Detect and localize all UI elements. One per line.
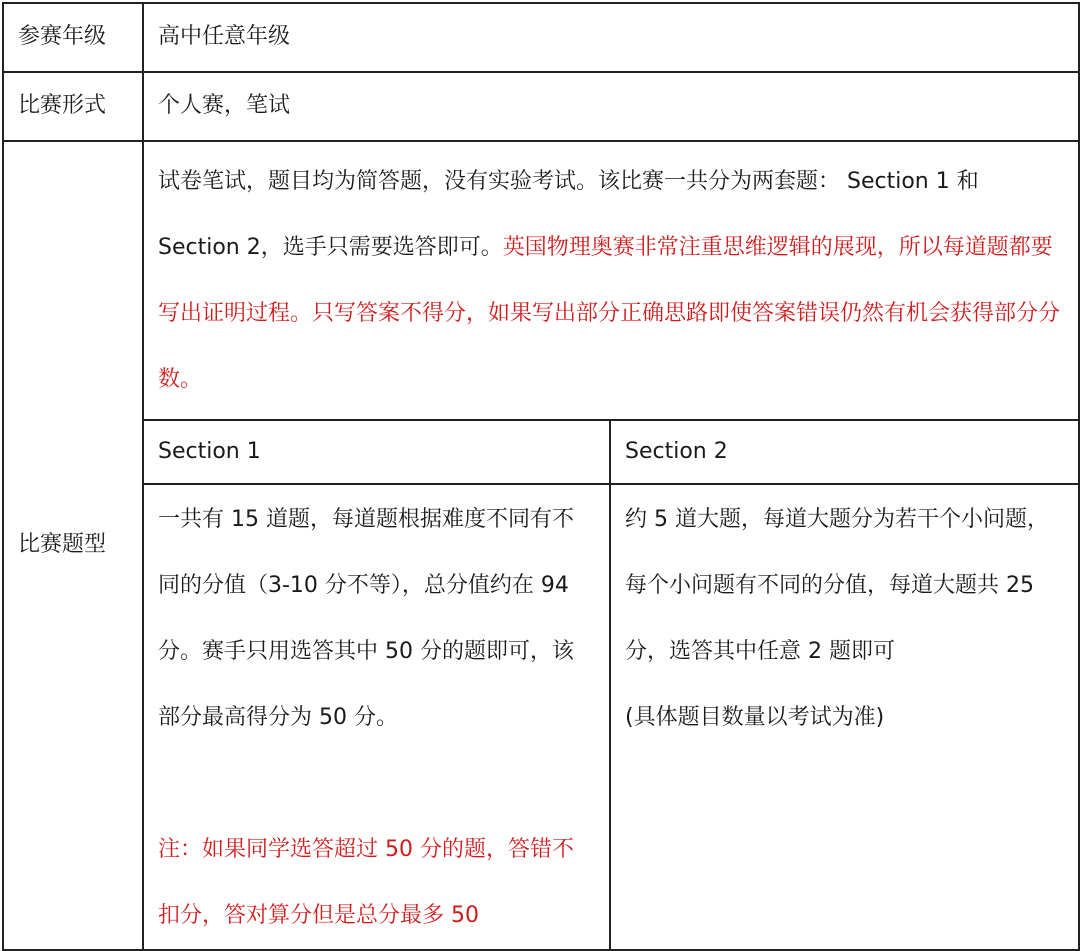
types-description-text: 试卷笔试，题目均为简答题，没有实验考试。该比赛一共分为两套题： Section 1 和 Section 2，选手只需要选答即可。: [158, 169, 979, 260]
section2-title: Section 2: [610, 420, 1079, 484]
section1-body: 一共有 15 道题，每道题根据难度不同有不同的分值（3-10 分不等），总分值约在 94 分。赛手只用选答其中 50 分的题即可，该部分最高得分为 50 分。: [158, 507, 574, 730]
section2-content: [610, 484, 1079, 950]
format-value: 个人赛，笔试: [143, 72, 1079, 141]
competition-info-table: [2, 2, 1080, 951]
section1-spacer: [158, 751, 595, 817]
grade-label: 参赛年级: [3, 3, 143, 72]
section2-note: (具体题目数量以考试为准): [625, 705, 885, 730]
section1-content: [143, 484, 610, 950]
row-grade: [3, 3, 1079, 72]
row-types-description: [3, 141, 1079, 420]
section1-title: Section 1: [143, 420, 610, 484]
types-description-highlight: 英国物理奥赛非常注重思维逻辑的展现，所以每道题都要写出证明过程。只写答案不得分，如果写出部分正确思路即使答案错误仍然有机会获得部分分数。: [158, 235, 1061, 392]
row-section-bodies: [3, 484, 1079, 950]
grade-value: 高中任意年级: [143, 3, 1079, 72]
row-format: [3, 72, 1079, 141]
section1-note: 注：如果同学选答超过 50 分的题，答错不扣分，答对算分但是总分最多 50: [158, 837, 574, 928]
format-label: 比赛形式: [3, 72, 143, 141]
types-description: [143, 141, 1079, 420]
section2-body: 约 5 道大题，每道大题分为若干个小问题，每个小问题有不同的分值，每道大题共 25 分，选答其中任意 2 题即可: [625, 507, 1049, 664]
types-label: 比赛题型: [3, 141, 143, 950]
row-section-headers: [3, 420, 1079, 484]
